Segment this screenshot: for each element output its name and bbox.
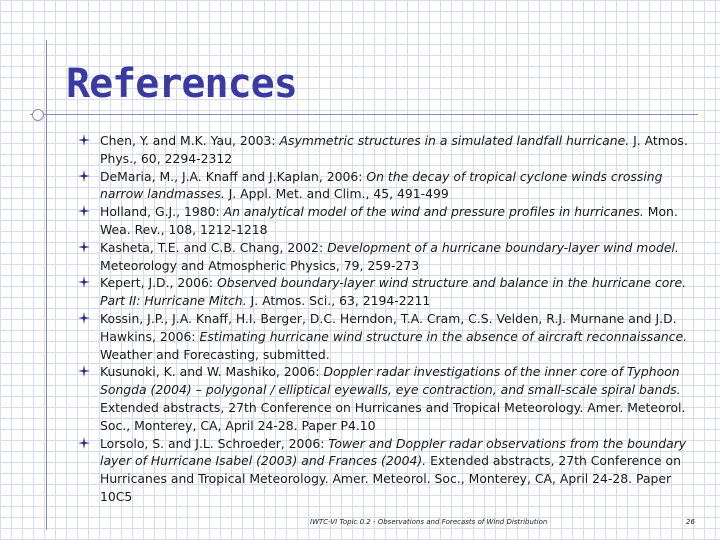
decorative-circle [32, 109, 44, 121]
reference-item [78, 363, 698, 434]
reference-title: Observed boundary-layer wind structure and balance in the hurricane core. Part II: Hurricane Mitch. [100, 275, 687, 309]
star-bullet-icon [78, 365, 90, 377]
reference-authors: Kepert, J.D., 2006: [100, 275, 218, 291]
reference-source: Weather and Forecasting, submitted. [100, 346, 330, 362]
reference-authors: Kasheta, T.E. and C.B. Chang, 2002: [100, 239, 328, 255]
reference-title: Doppler radar investigations of the inner core of Typhoon Songda (2004) – polygonal / elliptical eyewalls, eye contraction, and small-scale spiral bands. [100, 364, 681, 398]
star-bullet-icon [78, 134, 90, 146]
footer-text: IWTC-VI Topic 0.2 - Observations and Forecasts of Wind Distribution [310, 518, 548, 526]
reference-authors: Kusunoki, K. and W. Mashiko, 2006: [100, 364, 324, 380]
reference-source: Mon. Wea. Rev., 108, 1212-1218 [100, 204, 678, 237]
reference-item [78, 310, 698, 363]
reference-authors: Lorsolo, S. and J.L. Schroeder, 2006: [100, 435, 329, 451]
reference-authors: Kossin, J.P., J.A. Knaff, H.I. Berger, D.C. Herndon, T.A. Cram, C.S. Velden, R.J. Murnane and J.D. Hawkins, 2006: [100, 310, 677, 344]
reference-source: Extended abstracts, 27th Conference on Hurricanes and Tropical Meteorology. Amer. Meteorol. Soc., Monterey, CA, April 24-28. Paper P4.10 [100, 399, 686, 433]
reference-title: On the decay of tropical cyclone winds crossing narrow landmasses. [100, 168, 663, 202]
reference-item [78, 435, 698, 506]
reference-item [78, 274, 698, 310]
reference-source: J. Atmos. Phys., 60, 2294-2312 [100, 133, 688, 166]
reference-list [78, 132, 698, 506]
star-bullet-icon [78, 437, 90, 449]
reference-source: J. Appl. Met. and Clim., 45, 491-499 [224, 186, 449, 202]
reference-authors: DeMaria, M., J.A. Knaff and J.Kaplan, 2006: [100, 168, 367, 184]
reference-title: An analytical model of the wind and pressure profiles in hurricanes. [223, 204, 644, 220]
reference-title: Development of a hurricane boundary-layer wind model. [327, 239, 679, 255]
page-number: 26 [686, 518, 695, 526]
reference-item [78, 168, 698, 204]
star-bullet-icon [78, 241, 90, 253]
reference-source: J. Atmos. Sci., 63, 2194-2211 [246, 293, 431, 309]
reference-title: Tower and Doppler radar observations from the boundary layer of Hurricane Isabel (2003) and Frances (2004). [100, 435, 687, 469]
reference-source: Meteorology and Atmospheric Physics, 79, 259-273 [100, 257, 420, 273]
star-bullet-icon [78, 312, 90, 324]
star-bullet-icon [78, 170, 90, 182]
reference-item [78, 132, 698, 168]
star-bullet-icon [78, 205, 90, 217]
reference-item [78, 203, 698, 239]
slide-title: References [66, 61, 297, 107]
reference-source: Extended abstracts, 27th Conference on Hurricanes and Tropical Meteorology. Amer. Meteorol. Soc., Monterey, CA, April 24-28. Paper 10C5 [100, 453, 681, 504]
reference-authors: Chen, Y. and M.K. Yau, 2003: [100, 133, 280, 148]
star-bullet-icon [78, 276, 90, 288]
reference-title: Asymmetric structures in a simulated landfall hurricane. [279, 133, 630, 148]
reference-title: Estimating hurricane wind structure in the absence of aircraft reconnaissance. [199, 328, 688, 344]
reference-item [78, 239, 698, 275]
reference-authors: Holland, G.J., 1980: [100, 204, 224, 220]
decorative-horizontal-line [30, 114, 698, 115]
